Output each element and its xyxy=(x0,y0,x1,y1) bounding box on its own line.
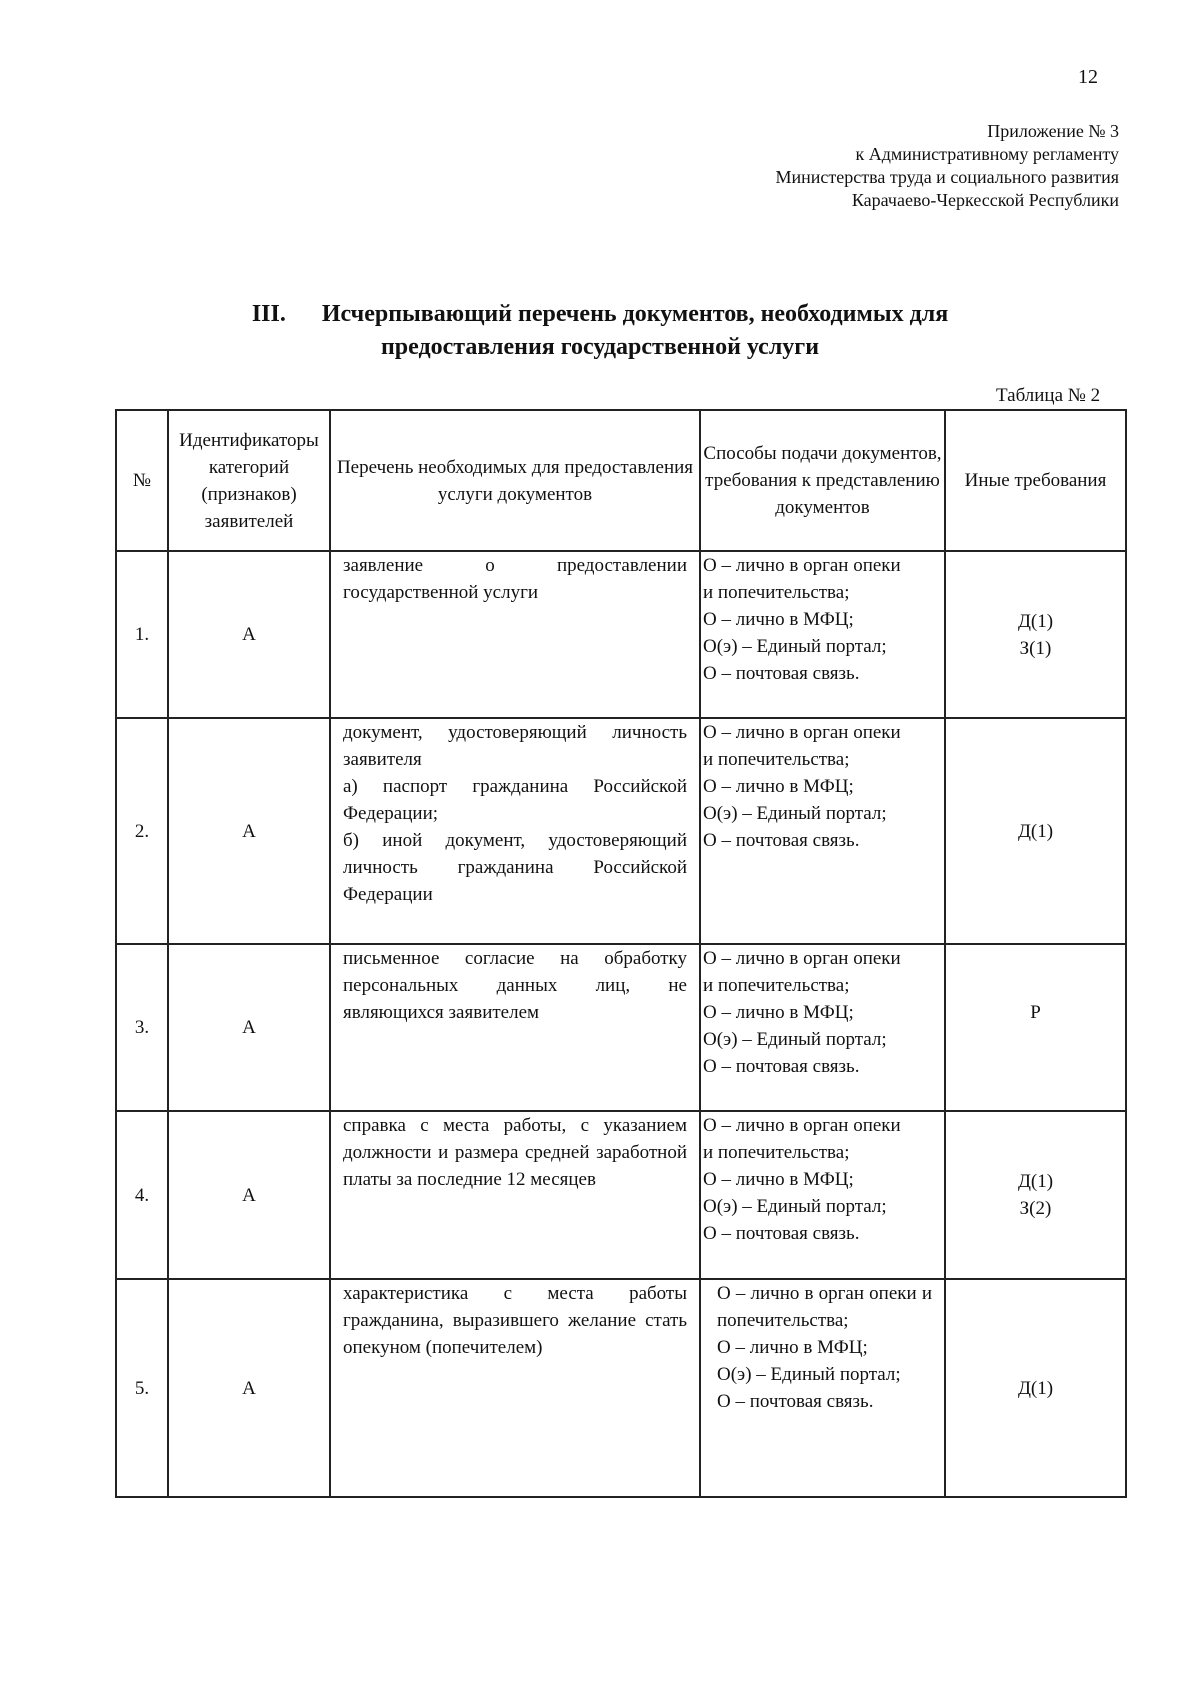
method-line: О – лично в орган опеки xyxy=(703,722,901,743)
method-line: и попечительства; xyxy=(703,975,850,996)
method-line: О – лично в орган опеки xyxy=(703,1115,901,1136)
method-line: О – почтовая связь. xyxy=(703,1056,860,1077)
table-row xyxy=(116,944,1126,1111)
page-number: 12 xyxy=(1078,66,1098,88)
submission-methods xyxy=(700,1279,945,1497)
requirement-code: Д(1) xyxy=(1017,610,1054,632)
document-option-a: а) паспорт гражданина Российской Федерации; xyxy=(343,776,687,824)
method-line: О – почтовая связь. xyxy=(703,830,860,851)
other-requirements xyxy=(945,1111,1126,1279)
method-line: О(э) – Единый портал; xyxy=(717,1364,901,1385)
method-line: О – лично в МФЦ; xyxy=(703,1169,854,1190)
method-line: О(э) – Единый портал; xyxy=(703,803,887,824)
method-line: О – лично в орган опеки xyxy=(703,948,901,969)
applicant-id: А xyxy=(168,1111,330,1279)
method-line: О – лично в орган опеки xyxy=(703,555,901,576)
table-row xyxy=(116,1279,1126,1497)
row-number: 3. xyxy=(116,944,168,1111)
method-line: О – лично в МФЦ; xyxy=(703,1002,854,1023)
method-line: и попечительства; xyxy=(703,749,850,770)
other-requirements xyxy=(945,1279,1126,1497)
document-name: справка с места работы, с указанием должности и размера средней заработной платы за последние 12 месяцев xyxy=(330,1111,700,1279)
document-name xyxy=(330,718,700,944)
method-line: и попечительства; xyxy=(703,1142,850,1163)
annex-line: Министерства труда и социального развития xyxy=(775,167,1119,187)
row-number: 5. xyxy=(116,1279,168,1497)
method-line: О – лично в МФЦ; xyxy=(703,776,854,797)
table-header-row xyxy=(116,410,1126,551)
document-option-b: б) иной документ, удостоверяющий личность гражданина Российской Федерации xyxy=(343,830,687,905)
method-line: О – лично в орган опеки и попечительства; xyxy=(717,1283,932,1331)
table-label: Таблица № 2 xyxy=(996,385,1101,406)
submission-methods xyxy=(700,551,945,718)
annex-line: к Административному регламенту xyxy=(855,144,1119,164)
method-line: О – лично в МФЦ; xyxy=(703,609,854,630)
table-row xyxy=(116,1111,1126,1279)
section-title-line1: Исчерпывающий перечень документов, необходимых для xyxy=(321,301,949,327)
document-name: письменное согласие на обработку персональных данных лиц, не являющихся заявителем xyxy=(330,944,700,1111)
header-applicant-id: Идентификаторы категорий (признаков) заявителей xyxy=(168,410,330,551)
method-line: О – почтовая связь. xyxy=(703,1223,860,1244)
other-requirements xyxy=(945,718,1126,944)
row-number: 1. xyxy=(116,551,168,718)
row-number: 2. xyxy=(116,718,168,944)
documents-table xyxy=(115,409,1127,1498)
submission-methods xyxy=(700,718,945,944)
requirement-code: Д(1) xyxy=(1017,820,1054,842)
requirement-code: Д(1) xyxy=(1017,1377,1054,1399)
method-line: и попечительства; xyxy=(703,582,850,603)
method-line: О – почтовая связь. xyxy=(717,1391,874,1412)
requirement-code: Д(1) xyxy=(1017,1171,1054,1192)
method-line: О(э) – Единый портал; xyxy=(703,636,887,657)
row-number: 4. xyxy=(116,1111,168,1279)
section-title xyxy=(150,298,1050,364)
other-requirements xyxy=(945,944,1126,1111)
submission-methods xyxy=(700,944,945,1111)
method-line: О – лично в МФЦ; xyxy=(717,1337,868,1358)
table-row xyxy=(116,551,1126,718)
header-documents: Перечень необходимых для предоставления услуги документов xyxy=(330,410,700,551)
applicant-id: А xyxy=(168,944,330,1111)
submission-methods xyxy=(700,1111,945,1279)
section-roman: III. xyxy=(251,301,286,327)
table-row xyxy=(116,718,1126,944)
applicant-id: А xyxy=(168,1279,330,1497)
applicant-id: А xyxy=(168,551,330,718)
method-line: О(э) – Единый портал; xyxy=(703,1029,887,1050)
other-requirements xyxy=(945,551,1126,718)
header-number: № xyxy=(116,410,168,551)
document-name: заявление о предоставлении государственной услуги xyxy=(330,551,700,718)
header-other-requirements: Иные требования xyxy=(945,410,1126,551)
method-line: О(э) – Единый портал; xyxy=(703,1196,887,1217)
requirement-code: З(1) xyxy=(1019,637,1052,659)
section-title-line2: предоставления государственной услуги xyxy=(380,334,820,360)
annex-line: Приложение № 3 xyxy=(987,121,1119,141)
method-line: О – почтовая связь. xyxy=(703,663,860,684)
annex-line: Карачаево-Черкесской Республики xyxy=(851,190,1119,210)
document-main: документ, удостоверяющий личность заявителя xyxy=(343,722,687,770)
requirement-code: З(2) xyxy=(1019,1198,1052,1219)
requirement-code: Р xyxy=(1030,1002,1041,1023)
header-submission-methods: Способы подачи документов, требования к представлению документов xyxy=(700,410,945,551)
annex-header xyxy=(775,120,1119,212)
document-name: характеристика с места работы гражданина, выразившего желание стать опекуном (попечителем) xyxy=(330,1279,700,1497)
applicant-id: А xyxy=(168,718,330,944)
